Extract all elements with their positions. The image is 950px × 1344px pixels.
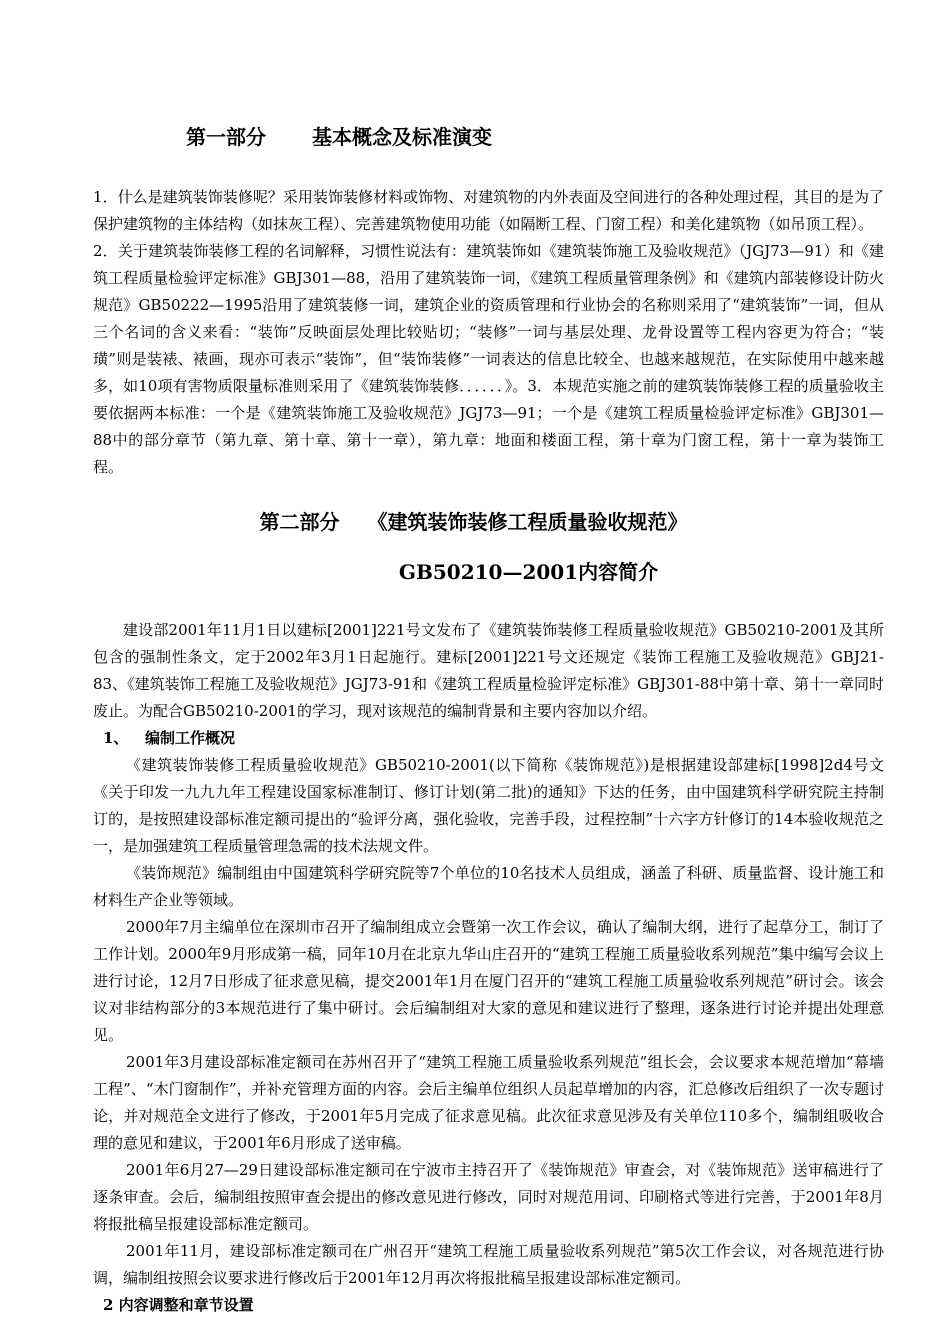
paragraph: 2．关于建筑装饰装修工程的名词解释，习惯性说法有：建筑装饰如《建筑装饰施工及验收规范》（JGJ73—91）和《建筑工程质量检验评定标准》GBJ301—88，沿用了建筑装饰一词，《建筑工程质量管理条例》和《建筑内部装修设计防火规范》GB50222—1995沿用了建筑装修一词，建筑企业的资质管理和行业协会的名称则采用了“建筑装饰”一词，但从三个名词的含义来看：“装饰”反映面层处理比较贴切；“装修”一词与基层处理、龙骨设置等工程内容更为符合；“装璜”则是装裱、裱画，现亦可表示“装饰”，但“装饰装修”一词表达的信息比较全、也越来越规范，在实际使用中越来越多，如10项有害物质限量标准则采用了《建筑装饰装修．．．．．．》。3．本规范实施之前的建筑装饰装修工程的质量验收主要依据两本标准：一个是《建筑装饰施工及验收规范》JGJ73—91；一个是《建筑工程质量检验评定标准》GBJ301—88中的部分章节（第九章、第十章、第十一章），第九章：地面和楼面工程，第十章为门窗工程，第十一章为装饰工程。 xyxy=(93,242,884,476)
paragraph: 2001年11月，建设部标准定额司在广州召开“建筑工程施工质量验收系列规范”第5次工作会议，对各规范进行协调，编制组按照会议要求进行修改后于2001年12月再次将报批稿呈报建设部标准定额司。 xyxy=(93,1242,884,1287)
part1-body xyxy=(93,184,884,481)
part2-title: 《建筑装饰装修工程质量验收规范》 xyxy=(367,510,688,534)
part1-heading xyxy=(93,0,884,154)
part2-heading xyxy=(93,509,884,535)
part1-title: 基本概念及标准演变 xyxy=(312,125,492,149)
part1-label: 第一部分 xyxy=(186,125,266,149)
paragraph: 《装饰规范》编制组由中国建筑科学研究院等7个单位的10名技术人员组成，涵盖了科研、质量监督、设计施工和材料生产企业等领域。 xyxy=(93,864,884,909)
section-heading xyxy=(93,725,884,752)
paragraph: 2000年7月主编单位在深圳市召开了编制组成立会暨第一次工作会议，确认了编制大纲，进行了起草分工，制订了工作计划。2000年9月形成第一稿，同年10月在北京九华山庄召开的“建筑工程施工质量验收系列规范”集中编写会议上进行讨论，12月7日形成了征求意见稿，提交2001年1月在厦门召开的“建筑工程施工质量验收系列规范”研讨会。该会议对非结构部分的3本规范进行了集中研讨。会后编制组对大家的意见和建议进行了整理，逐条进行讨论并提出处理意见。 xyxy=(93,918,884,1044)
paragraph: 1．什么是建筑装饰装修呢？采用装饰装修材料或饰物、对建筑物的内外表面及空间进行的各种处理过程，其目的是为了保护建筑物的主体结构（如抹灰工程）、完善建筑物使用功能（如隔断工程、门窗工程）和美化建筑物（如吊顶工程）。 xyxy=(93,188,884,233)
section-number: 1、 xyxy=(103,729,129,747)
part2-body xyxy=(93,617,884,1319)
paragraph: 2001年6月27—29日建设部标准定额司在宁波市主持召开了《装饰规范》审查会，对《装饰规范》送审稿进行了逐条审查。会后，编制组按照审查会提出的修改意见进行修改，同时对规范用词、印刷格式等进行完善，于2001年8月将报批稿呈报建设部标准定额司。 xyxy=(93,1161,884,1233)
part2-subtitle: GB50210—2001内容简介 xyxy=(398,560,659,584)
part2-label: 第二部分 xyxy=(259,510,340,534)
paragraph: 《建筑装饰装修工程质量验收规范》GB50210-2001(以下简称《装饰规范》)是根据建设部建标[1998]2d4号文《关于印发一九九九年工程建设国家标准制订、修订计划(第二批)的通知》下达的任务，由中国建筑科学研究院主持制订的，是按照建设部标准定额司提出的“验评分离，强化验收，完善手段，过程控制”十六字方针修订的14本验收规范之一，是加强建筑工程质量管理急需的技术法规文件。 xyxy=(93,756,884,855)
section-heading: 2 内容调整和章节设置 xyxy=(103,1296,254,1314)
section-title: 编制工作概况 xyxy=(145,729,236,747)
paragraph: 2001年3月建设部标准定额司在苏州召开了“建筑工程施工质量验收系列规范”组长会，会议要求本规范增加“幕墙工程”、“木门窗制作”，并补充管理方面的内容。会后主编单位组织人员起草增加的内容，汇总修改后组织了一次专题讨论，并对规范全文进行了修改，于2001年5月完成了征求意见稿。此次征求意见涉及有关单位110多个，编制组吸收合理的意见和建议，于2001年6月形成了送审稿。 xyxy=(93,1053,884,1152)
intro-paragraph: 建设部2001年11月1日以建标[2001]221号文发布了《建筑装饰装修工程质量验收规范》GB50210-2001及其所包含的强制性条文，定于2002年3月1日起施行。建标[2001]221号文还规定《装饰工程施工及验收规范》GBJ21-83、《建筑装饰工程施工及验收规范》JGJ73-91和《建筑工程质量检验评定标准》GBJ301-88中第十章、第十一章同时废止。为配合GB50210-2001的学习，现对该规范的编制背景和主要内容加以介绍。 xyxy=(93,621,884,720)
